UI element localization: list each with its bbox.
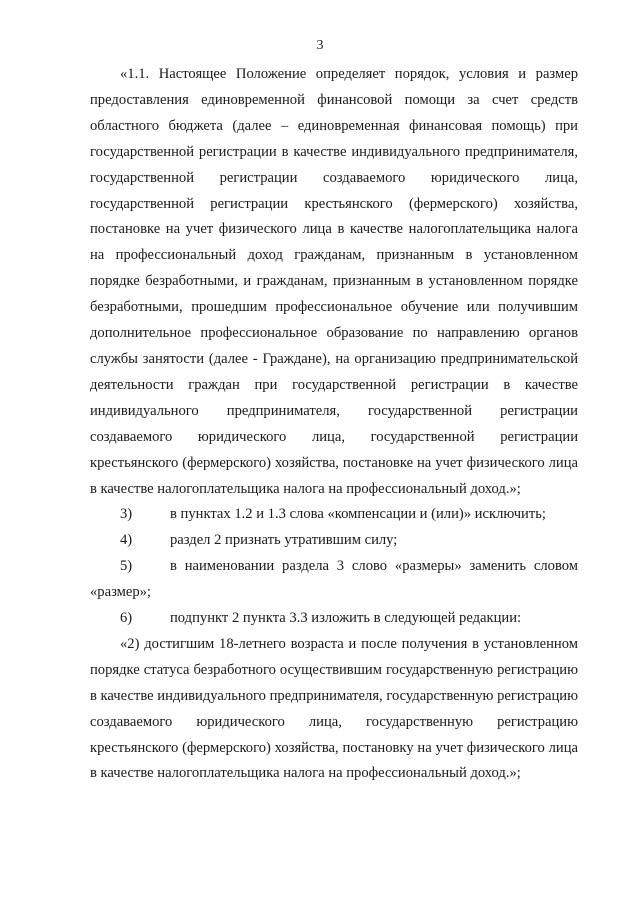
subparagraph-2: «2) достигшим 18-летнего возраста и после получения в установленном порядке статуса безработного осуществившим государственную регистрацию в качестве индивидуального предпринимателя, государственную регистрацию создаваемого юридического лица, государственную регистрацию крестьянского (фермерского) хозяйства, постановку на учет физического лица в качестве налогоплательщика налога на профессиональный доход.»;	[90, 635, 578, 782]
paragraph-1-1: «1.1. Настоящее Положение определяет порядок, условия и размер предоставления единовременной финансовой помощи за счет средств областного бюджета (далее – единовременная финансовая помощь) при государственной регистрации в качестве индивидуального предпринимателя, государственной регистрации создаваемого юридического лица, государственной регистрации крестьянского (фермерского) хозяйства, постановке на учет физического лица в качестве налогоплательщика налога на профессиональный доход гражданам, признанным в установленном порядке безработными, и гражданам, признанным в установленном порядке безработными, прошедшим профессиональное обучение или получившим дополнительное профессиональное образование по направлению органов службы занятости (далее - Граждане), на организацию предпринимательской деятельности граждан при государственной регистрации в качестве индивидуального предпринимателя, государственной регистрации создаваемого юридического лица, государственной регистрации крестьянского (фермерского) хозяйства, постановке на учет физического лица в качестве налогоплательщика налога на профессиональный доход.»;	[90, 66, 578, 497]
page-number: 3	[316, 38, 324, 53]
list-item-4	[90, 528, 578, 554]
list-item-3	[90, 502, 578, 528]
list-item-6	[90, 606, 578, 632]
list-item-text: в пунктах 1.2 и 1.3 слова «компенсации и (или)» исключить;	[170, 506, 546, 523]
list-item-text: подпункт 2 пункта 3.3 изложить в следующей редакции:	[170, 610, 522, 627]
list-item-text: в наименовании раздела 3 слово «размеры» заменить словом	[170, 558, 578, 575]
list-item-5-continuation: «размер»;	[90, 584, 151, 601]
list-item-text: раздел 2 признать утратившим силу;	[170, 532, 398, 549]
list-item-5	[90, 554, 578, 580]
list-item-number: 6)	[120, 610, 133, 627]
document-body	[90, 62, 578, 787]
list-item-number: 5)	[120, 558, 133, 575]
list-item-number: 4)	[120, 532, 133, 549]
list-item-number: 3)	[120, 506, 133, 523]
